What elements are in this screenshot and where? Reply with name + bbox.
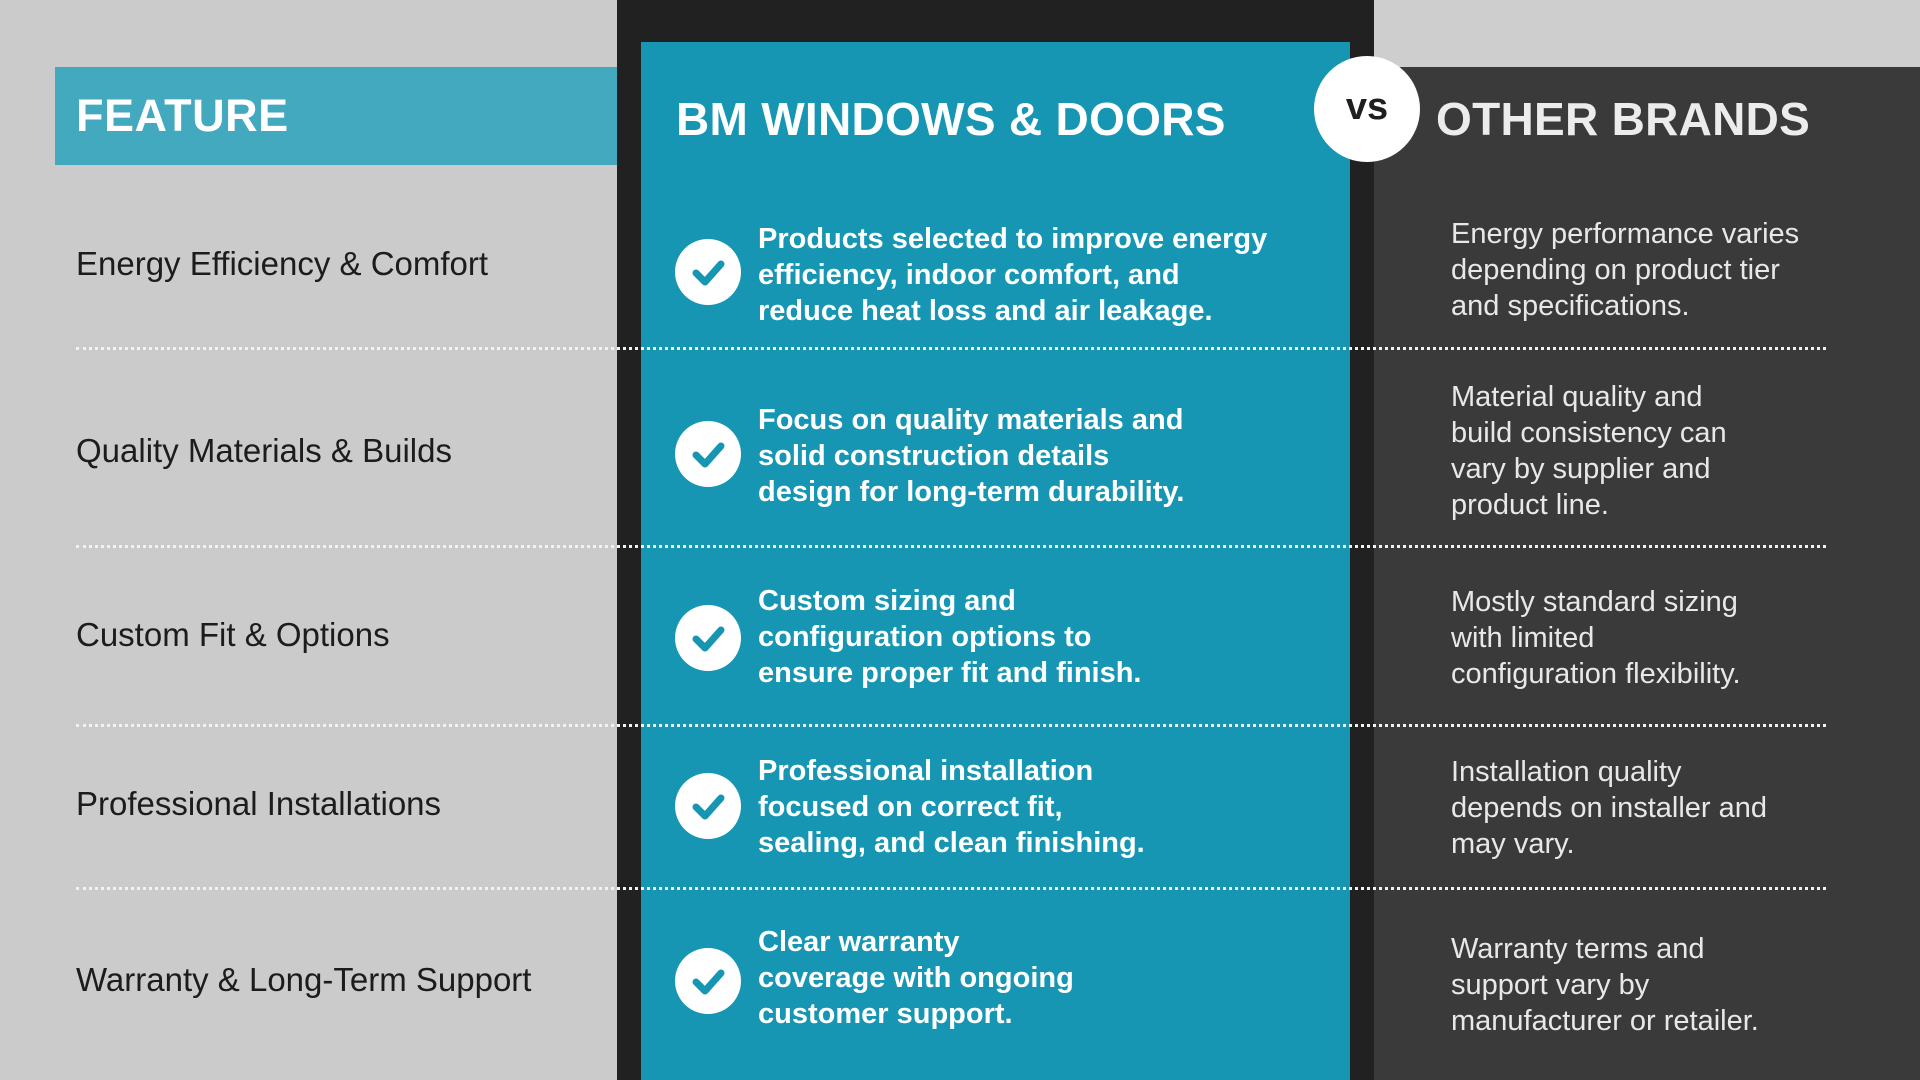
checkmark-circle-icon: [675, 773, 741, 839]
bm-description-warranty: Clear warranty coverage with ongoing customer support.: [758, 926, 1074, 1030]
feature-header: [55, 67, 617, 165]
bm-description-installations: Professional installation focused on correct fit, sealing, and clean finishing.: [758, 755, 1145, 859]
other-description-energy: Energy performance varies depending on product tier and specifications.: [1451, 218, 1800, 322]
other-description-quality: Material quality and build consistency can vary by supplier and product line.: [1451, 381, 1727, 521]
checkmark-circle-icon: [675, 421, 741, 487]
other-brands-header: OTHER BRANDS: [1436, 93, 1811, 145]
checkmark-circle-icon: [675, 605, 741, 671]
feature-label-quality: Quality Materials & Builds: [76, 432, 452, 469]
bm-description-energy: Products selected to improve energy efficiency, indoor comfort, and reduce heat loss and air leakage.: [758, 223, 1268, 327]
checkmark-circle-icon: [675, 239, 741, 305]
row-divider: [76, 347, 1826, 350]
row-divider: [76, 545, 1826, 548]
feature-label-warranty: Warranty & Long-Term Support: [76, 961, 532, 998]
vs-badge: [1314, 56, 1420, 162]
vs-label: vs: [1345, 85, 1389, 128]
feature-header-label: FEATURE: [76, 90, 289, 141]
other-description-custom-fit: Mostly standard sizing with limited configuration flexibility.: [1451, 586, 1741, 690]
feature-label-installations: Professional Installations: [76, 785, 442, 822]
checkmark-circle-icon: [675, 948, 741, 1014]
bm-description-custom-fit: Custom sizing and configuration options to ensure proper fit and finish.: [758, 585, 1142, 689]
bm-description-quality: Focus on quality materials and solid construction details design for long-term durability.: [758, 404, 1185, 508]
feature-label-energy: Energy Efficiency & Comfort: [76, 245, 489, 282]
row-divider: [76, 887, 1826, 890]
other-description-installations: Installation quality depends on installer and may vary.: [1451, 756, 1768, 860]
feature-label-custom-fit: Custom Fit & Options: [76, 616, 390, 653]
bm-header: BM WINDOWS & DOORS: [676, 93, 1226, 145]
row-divider: [76, 724, 1826, 727]
other-description-warranty: Warranty terms and support vary by manufacturer or retailer.: [1451, 933, 1759, 1037]
